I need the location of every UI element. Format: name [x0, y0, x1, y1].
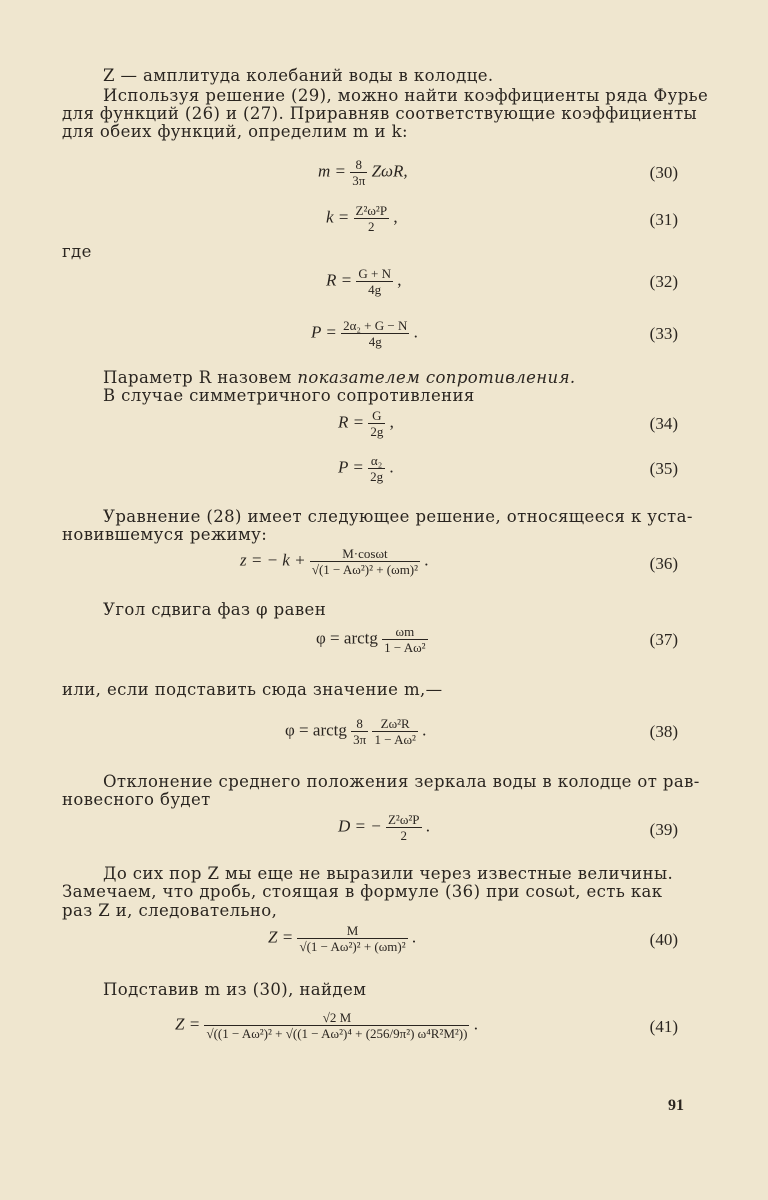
paragraph-line: Используя решение (29), можно найти коэффициенты ряда Фурье — [103, 86, 709, 105]
equation-38: φ = arctg $\frac{8}{3\pi}$ $\frac{\text{Zω²R}}{\text{1 − Aω²}}$ . — [285, 716, 427, 747]
paragraph-where: где — [62, 242, 92, 261]
paragraph-line: для функций (26) и (27). Приравняв соответствующие коэффициенты — [62, 104, 698, 123]
equation-number: (34) — [649, 414, 678, 433]
equation-number: (40) — [649, 930, 678, 949]
paragraph-line: В случае симметричного сопротивления — [103, 386, 475, 405]
equation-36: z = − k + $\frac{M\cdot\cos\omega t}{\text{√(1 − Aω²)² + (ωm)²}}$ . — [240, 546, 429, 577]
paragraph-line: Отклонение среднего положения зеркала воды в колодце от рав- — [103, 772, 700, 791]
paragraph-line: Подставив m из (30), найдем — [103, 980, 367, 999]
equation-31: k = $\frac{\text{Z²ω²P}}{2}$ , — [326, 203, 398, 234]
paragraph-line: для обеих функций, определим m и k: — [62, 122, 408, 141]
equation-number: (33) — [649, 324, 678, 343]
paragraph-line: Угол сдвига фаз φ равен — [103, 600, 327, 619]
equation-33: P = $\frac{\text{2α₂ + G − N}}{4g}$ . — [311, 318, 418, 349]
equation-number: (38) — [649, 722, 678, 741]
equation-number: (31) — [649, 210, 678, 229]
paragraph-line: Параметр R назовем показателем сопротивления. — [103, 368, 576, 387]
equation-34: R = $\frac{G}{2g}$ , — [338, 408, 394, 439]
paragraph-line: новесного будет — [62, 790, 211, 809]
paragraph-line: Уравнение (28) имеет следующее решение, относящееся к уста- — [103, 507, 693, 526]
equation-37: φ = arctg $\frac{\omega m}{\text{1 − Aω²}}$ — [316, 624, 426, 655]
paragraph-line: новившемуся режиму: — [62, 525, 268, 544]
equation-number: (32) — [649, 272, 678, 291]
equation-number: (41) — [649, 1017, 678, 1036]
equation-number: (35) — [649, 459, 678, 478]
paragraph-line: До сих пор Z мы еще не выразили через известные величины. — [103, 864, 674, 883]
equation-number: (37) — [649, 630, 678, 649]
equation-35: P = $\frac{\text{α₂}}{2g}$ . — [338, 453, 394, 484]
equation-30: m = $\frac{8}{3\pi}$ ZωR, — [318, 157, 408, 188]
equation-40: Z = $\frac{M}{\text{√(1 − Aω²)² + (ωm)²}}$ . — [268, 923, 417, 954]
equation-number: (36) — [649, 554, 678, 573]
paragraph-line: или, если подставить сюда значение m,— — [62, 680, 443, 699]
paragraph-line: Замечаем, что дробь, стоящая в формуле (36) при cosωt, есть как — [62, 882, 663, 901]
equation-number: (30) — [649, 163, 678, 182]
page-number: 91 — [668, 1097, 684, 1114]
paragraph-amplitude: Z — амплитуда колебаний воды в колодце. — [103, 66, 494, 85]
paragraph-line: раз Z и, следовательно, — [62, 901, 278, 920]
equation-32: R = $\frac{G + N}{4g}$ , — [326, 266, 402, 297]
equation-number: (39) — [649, 820, 678, 839]
equation-39: D = − $\frac{\text{Z²ω²P}}{2}$ . — [338, 812, 431, 843]
equation-41: Z = $\frac{√2 M}{\text{√((1 − Aω²)² + √((1 − Aω²)⁴ + (256/9π²) ω⁴R²M²))}}$ . — [175, 1010, 478, 1041]
